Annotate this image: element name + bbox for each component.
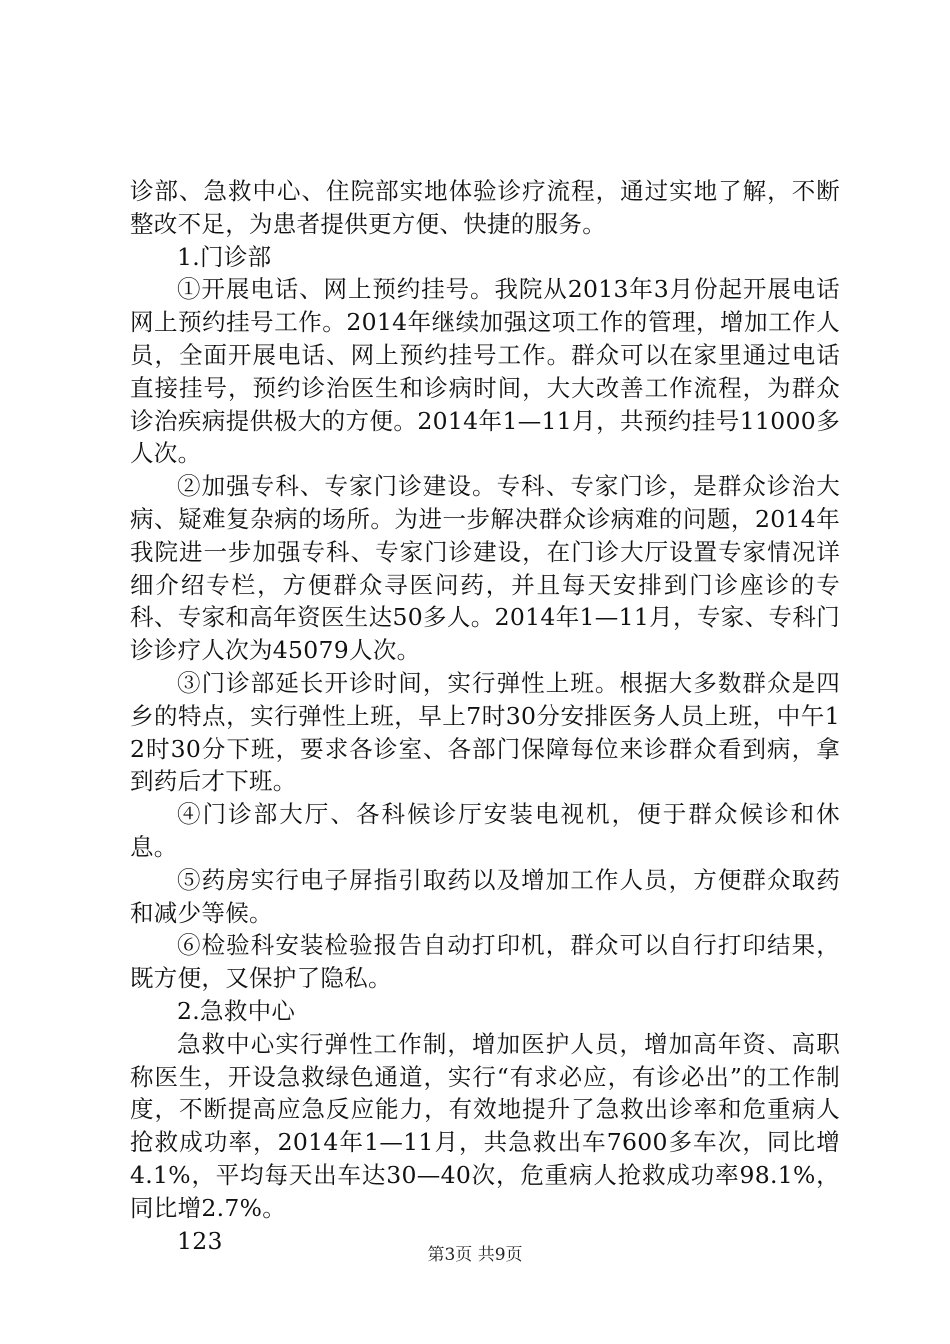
paragraph-item-2: ②加强专科、专家门诊建设。专科、专家门诊，是群众诊治大病、疑难复杂病的场所。为进一步解决群众诊病难的问题，2014年我院进一步加强专科、专家门诊建设，在门诊大厅设置专家情况详细介绍专栏，方便群众寻医问药，并且每天安排到门诊座诊的专科、专家和高年资医生达50多人。2014年1—11月，专家、专科门诊诊疗人次为45079人次。 bbox=[130, 472, 840, 665]
paragraph-intro: 诊部、急救中心、住院部实地体验诊疗流程，通过实地了解，不断整改不足，为患者提供更方便、快捷的服务。 bbox=[130, 177, 840, 238]
paragraph-item-4: ④门诊部大厅、各科候诊厅安装电视机，便于群众候诊和休息。 bbox=[130, 800, 840, 861]
paragraph-trailing-number: 123 bbox=[177, 1226, 223, 1255]
page-footer bbox=[0, 1240, 950, 1265]
paragraph-emergency: 急救中心实行弹性工作制，增加医护人员，增加高年资、高职称医生，开设急救绿色通道，实行“有求必应，有诊必出”的工作制度，不断提高应急反应能力，有效地提升了急救出诊率和危重病人抢救成功率，2014年1—11月，共急救出车7600多车次，同比增4.1%，平均每天出车达30—40次，危重病人抢救成功率98.1%，同比增2.7%。 bbox=[130, 1029, 840, 1222]
section-heading-emergency: 2.急救中心 bbox=[177, 996, 296, 1025]
paragraph-item-3: ③门诊部延长开诊时间，实行弹性上班。根据大多数群众是四乡的特点，实行弹性上班，早上7时30分安排医务人员上班，中午12时30分下班，要求各诊室、各部门保障每位来诊群众看到病，拿到药后才下班。 bbox=[130, 668, 840, 796]
document-body bbox=[130, 175, 840, 1257]
paragraph-item-6: ⑥检验科安装检验报告自动打印机，群众可以自行打印结果，既方便，又保护了隐私。 bbox=[130, 931, 840, 993]
section-heading-outpatient: 1.门诊部 bbox=[177, 242, 272, 271]
page-number-label: 第3页 共9页 bbox=[427, 1245, 523, 1265]
paragraph-item-1: ①开展电话、网上预约挂号。我院从2013年3月份起开展电话网上预约挂号工作。2014年继续加强这项工作的管理，增加工作人员，全面开展电话、网上预约挂号工作。群众可以在家里通过电话直接挂号，预约诊治医生和诊病时间，大大改善工作流程，为群众诊治疾病提供极大的方便。2014年1—11月，共预约挂号11000多人次。 bbox=[130, 275, 840, 468]
paragraph-item-5: ⑤药房实行电子屏指引取药以及增加工作人员，方便群众取药和减少等候。 bbox=[130, 865, 840, 927]
